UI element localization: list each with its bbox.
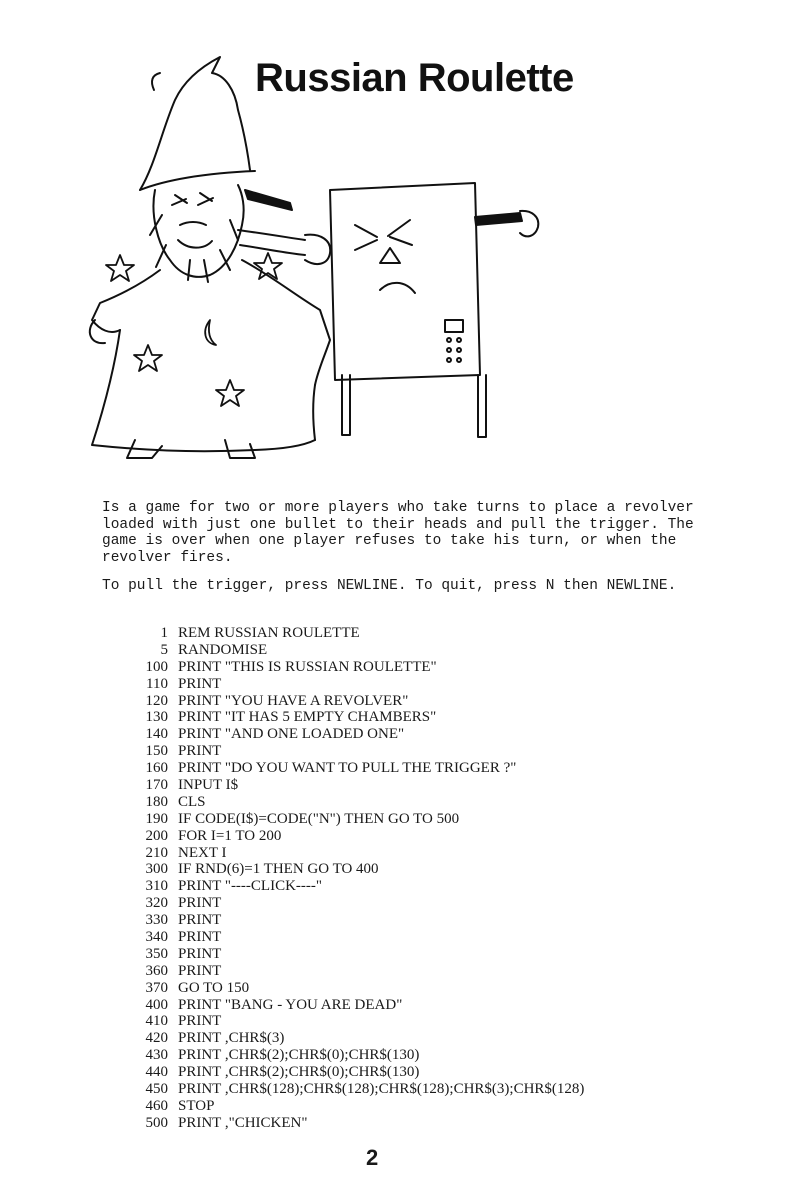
code-line [130,997,770,1014]
code-line [130,1115,770,1132]
code-line [130,1081,770,1098]
line-number: 410 [145,1013,168,1030]
line-number: 120 [145,692,168,709]
statement: PRINT [178,895,222,912]
code-line [130,929,770,946]
code-line [130,726,770,743]
code-line [130,794,770,811]
statement: PRINT ,"CHICKEN" [178,1114,308,1131]
page-title: Russian Roulette [255,56,574,100]
code-line [130,912,770,929]
line-number: 450 [145,1081,168,1098]
code-line [130,828,770,845]
code-line [130,693,770,710]
code-line [130,963,770,980]
statement: CLS [178,793,206,810]
line-number: 170 [145,777,168,794]
statement: PRINT [178,1013,222,1030]
statement: NEXT I [178,844,227,861]
page-number: 2 [366,1145,379,1170]
line-number: 400 [145,996,168,1013]
computer-arm-with-pistol [475,211,538,236]
code-line [130,642,770,659]
code-line [130,980,770,997]
code-line [130,659,770,676]
code-line [130,709,770,726]
statement: PRINT "IT HAS 5 EMPTY CHAMBERS" [178,709,437,726]
code-line [130,861,770,878]
statement: IF CODE(I$)=CODE("N") THEN GO TO 500 [178,810,460,827]
line-number: 210 [145,844,168,861]
wizard-robe [90,260,330,458]
code-line [130,1064,770,1081]
statement: PRINT ,CHR$(3) [178,1030,285,1047]
statement: GO TO 150 [178,979,250,996]
line-number: 350 [145,945,168,962]
statement: PRINT [178,929,222,946]
statement: PRINT "BANG - YOU ARE DEAD" [178,996,403,1013]
code-line [130,1030,770,1047]
line-number: 190 [145,810,168,827]
code-line [130,946,770,963]
wizard-and-computer-illustration [80,45,550,465]
line-number: 110 [146,675,168,692]
statement: REM RUSSIAN ROULETTE [178,625,360,641]
line-number: 1 [160,625,168,641]
code-line [130,878,770,895]
statement: INPUT I$ [178,777,239,794]
line-number: 500 [145,1114,168,1131]
intro-paragraph: Is a game for two or more players who take turns to place a revolver loaded with just one bullet to their heads and pull the trigger. The game is over when one player refuses to take his turn, or when the revolver fires. [102,500,694,566]
line-number: 140 [145,726,168,743]
line-number: 130 [145,709,168,726]
code-line [130,777,770,794]
instructions-paragraph: To pull the trigger, press NEWLINE. To quit, press N then NEWLINE. [102,578,677,594]
statement: PRINT [178,945,222,962]
code-line [130,1047,770,1064]
statement: PRINT [178,912,222,929]
basic-program-listing [130,625,770,1132]
line-number: 180 [145,793,168,810]
statement: STOP [178,1097,215,1114]
line-number: 360 [145,962,168,979]
statement: RANDOMISE [178,641,268,658]
statement: FOR I=1 TO 200 [178,827,282,844]
wizard-face [150,185,244,282]
statement: PRINT ,CHR$(128);CHR$(128);CHR$(128);CHR$(3);CHR$(128) [178,1081,585,1098]
code-line [130,811,770,828]
statement: PRINT "----CLICK----" [178,878,323,895]
statement: PRINT [178,962,222,979]
statement: PRINT "DO YOU WANT TO PULL THE TRIGGER ?" [178,760,517,777]
wizard-arm-with-pistol [238,190,330,264]
statement: PRINT ,CHR$(2);CHR$(0);CHR$(130) [178,1064,420,1081]
statement: PRINT ,CHR$(2);CHR$(0);CHR$(130) [178,1047,420,1064]
line-number: 330 [145,912,168,929]
line-number: 5 [160,641,168,658]
statement: IF RND(6)=1 THEN GO TO 400 [178,861,379,878]
line-number: 310 [145,878,168,895]
code-line [130,676,770,693]
line-number: 100 [145,658,168,675]
line-number: 160 [145,760,168,777]
statement: PRINT "YOU HAVE A REVOLVER" [178,692,409,709]
line-number: 460 [145,1097,168,1114]
line-number: 440 [145,1064,168,1081]
statement: PRINT [178,675,222,692]
code-line [130,895,770,912]
wizard-hat [140,57,255,190]
statement: PRINT "THIS IS RUSSIAN ROULETTE" [178,658,437,675]
line-number: 300 [145,861,168,878]
line-number: 200 [145,827,168,844]
code-line [130,1098,770,1115]
code-line [130,845,770,862]
line-number: 370 [145,979,168,996]
line-number: 150 [145,743,168,760]
line-number: 420 [145,1030,168,1047]
line-number: 340 [145,929,168,946]
line-number: 320 [145,895,168,912]
statement: PRINT [178,743,222,760]
line-number: 430 [145,1047,168,1064]
code-line [130,1013,770,1030]
code-line [130,760,770,777]
statement: PRINT "AND ONE LOADED ONE" [178,726,405,743]
computer-cabinet [330,183,486,437]
code-line [130,625,770,642]
code-line [130,743,770,760]
